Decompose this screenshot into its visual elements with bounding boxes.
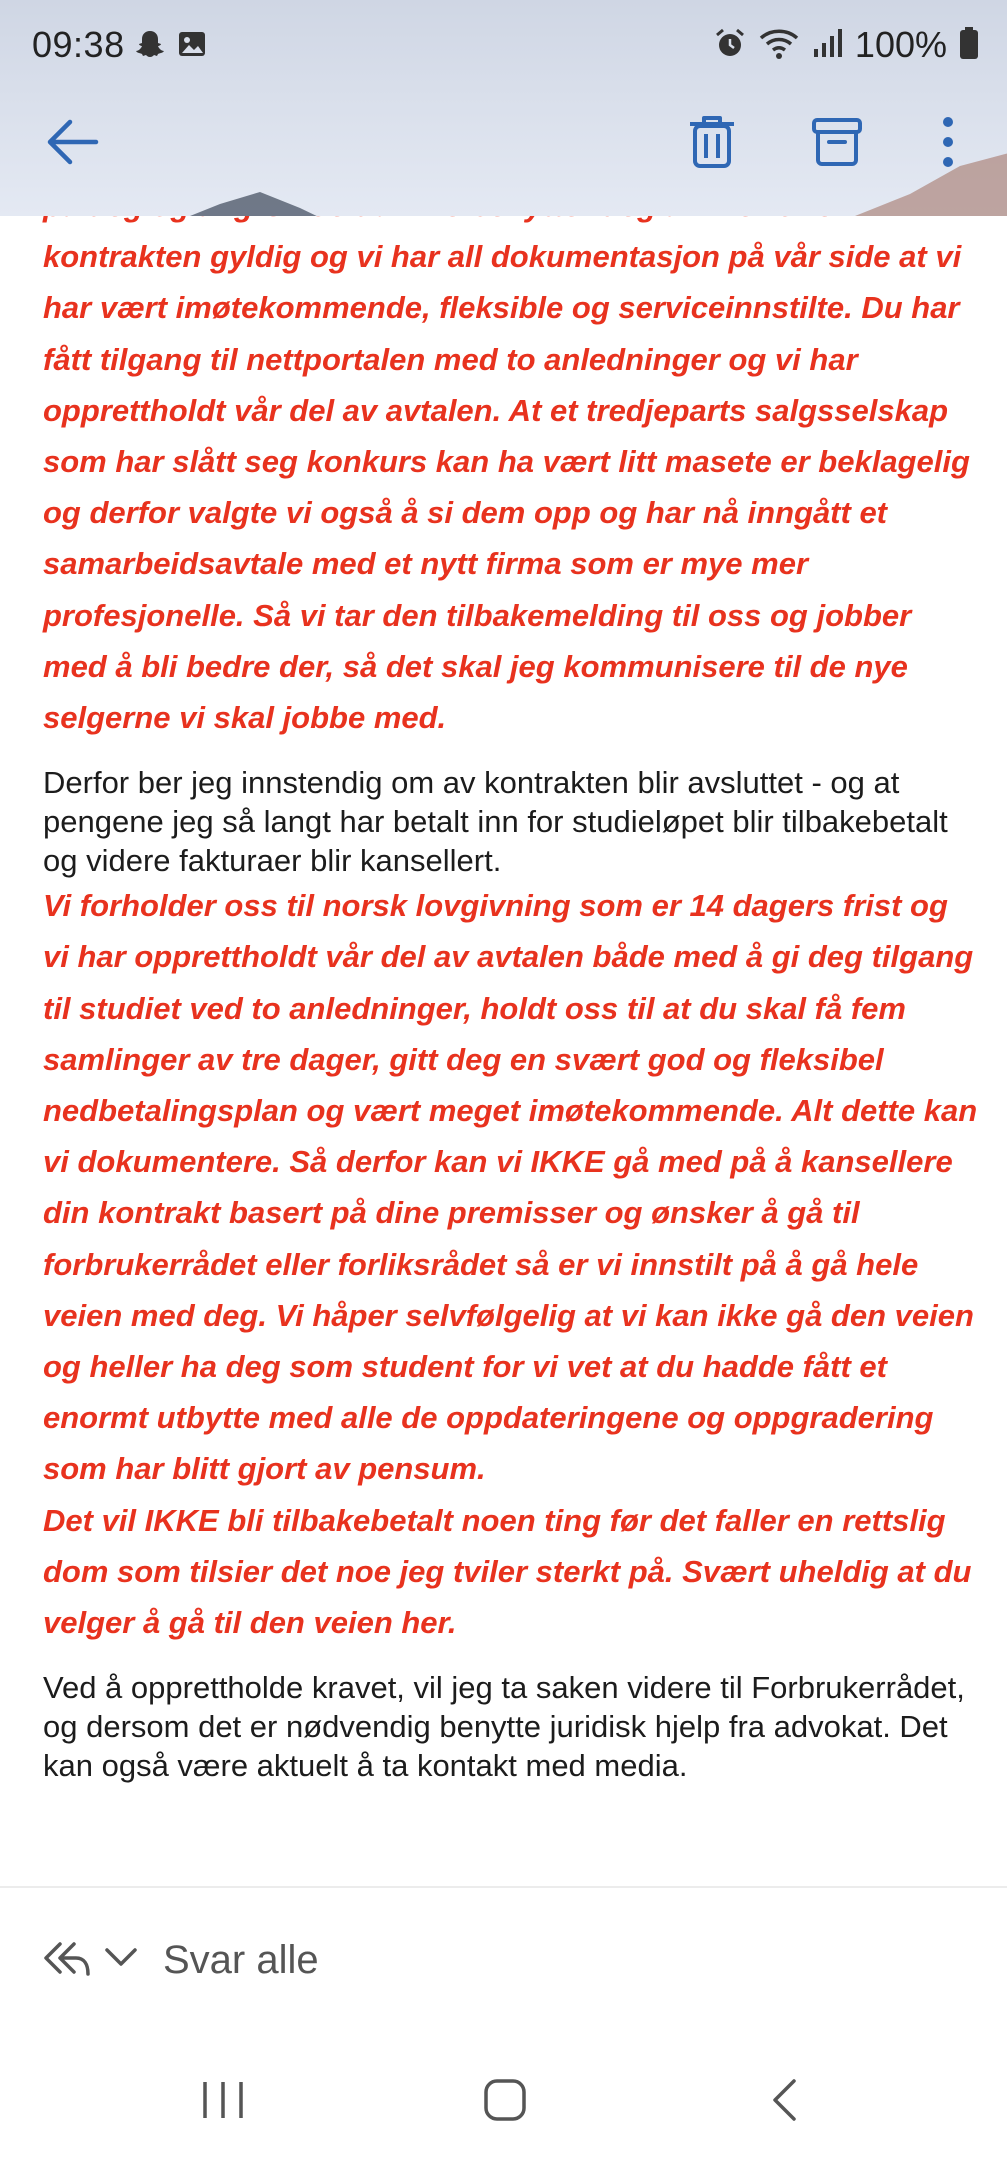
original-message-text: Ved å opprettholde kravet, vil jeg ta saken videre til Forbrukerrådet, og dersom det er nødvendig benytte juridisk hjelp fra advokat. Det kan også være aktuelt å ta kontakt med media. — [43, 1670, 965, 1784]
more-options-button[interactable] — [916, 112, 980, 176]
battery-icon — [959, 26, 979, 65]
more-vertical-icon — [938, 114, 958, 175]
message-toolbar — [0, 100, 1007, 190]
back-button[interactable] — [40, 112, 104, 176]
system-nav-bar — [0, 2040, 1007, 2160]
alarm-icon — [713, 26, 747, 65]
status-time: 09:38 — [32, 24, 125, 65]
reply-all-button[interactable]: Svar alle — [163, 1938, 319, 1982]
snapchat-icon — [134, 28, 166, 65]
app-header — [0, 0, 1007, 216]
home-icon[interactable] — [483, 2078, 527, 2127]
archive-icon — [811, 116, 863, 173]
message-body — [43, 180, 978, 1785]
wifi-icon — [759, 26, 799, 65]
back-nav-icon[interactable] — [770, 2078, 800, 2127]
battery-percent: 100% — [854, 24, 947, 65]
delete-button[interactable] — [680, 112, 744, 176]
status-bar — [0, 0, 1007, 90]
chevron-down-icon[interactable] — [104, 1946, 138, 1973]
reply-all-icon[interactable] — [40, 1938, 92, 1983]
reply-bar — [0, 1888, 1007, 2038]
quoted-reply-text: Vi forholder oss til norsk lovgivning som er 14 dagers frist og vi har opprettholdt vår del av avtalen både med å gi deg tilgang til studiet ved to anledninger, holdt oss til at du skal få fem samlinger av tre dager, gitt deg en svært god og fleksibel nedbetalingsplan og vært meget imøtekommende. Alt dette kan vi dokumentere. Så derfor kan vi IKKE gå med på å kansellere din kontrakt basert på dine premisser og ønsker å gå til forbrukerrådet eller forliksrådet så er vi innstilt på å gå hele veien med deg. Vi håper selvfølgelig at vi kan ikke gå den veien og heller ha deg som student for vi vet at du hadde fått et enormt utbytte med alle de oppdateringene og oppgradering som har blitt gjort av pensum. — [43, 888, 978, 1487]
trash-icon — [686, 114, 738, 175]
back-arrow-icon — [44, 117, 100, 172]
quoted-reply-text: kontrakten gyldig og vi har all dokumentasjon på vår side at vi har vært imøtekommende, fleksible og serviceinnstilte. Du har fått tilgang til nettportalen med to anledninger og vi har opprettholdt vår del av avtalen. At et tredjeparts salgsselskap som har slått seg konkurs kan ha vært litt masete er beklagelig og derfor valgte vi også å si dem opp og har nå inngått et samarbeidsavtale med et nytt firma som er mye mer profesjonelle. Så vi tar den tilbakemelding til oss og jobber med å bli bedre der, så det skal jeg kommunisere til de nye selgerne vi skal jobbe med. — [43, 239, 970, 736]
image-icon — [176, 28, 208, 65]
wallpaper-mountain — [150, 192, 350, 216]
recent-apps-icon[interactable] — [200, 2080, 246, 2125]
archive-button[interactable] — [805, 112, 869, 176]
quoted-reply-text: Det vil IKKE bli tilbakebetalt noen ting før det faller en rettslig dom som tilsier det noe jeg tviler sterkt på. Svært uheldig at du velger å gå til den veien her. — [43, 1502, 972, 1641]
original-message-text: Derfor ber jeg innstendig om av kontrakten blir avsluttet - og at pengene jeg så langt har betalt inn for studieløpet blir tilbakebetalt og videre fakturaer blir kansellert. — [43, 765, 948, 879]
signal-icon — [811, 27, 843, 64]
